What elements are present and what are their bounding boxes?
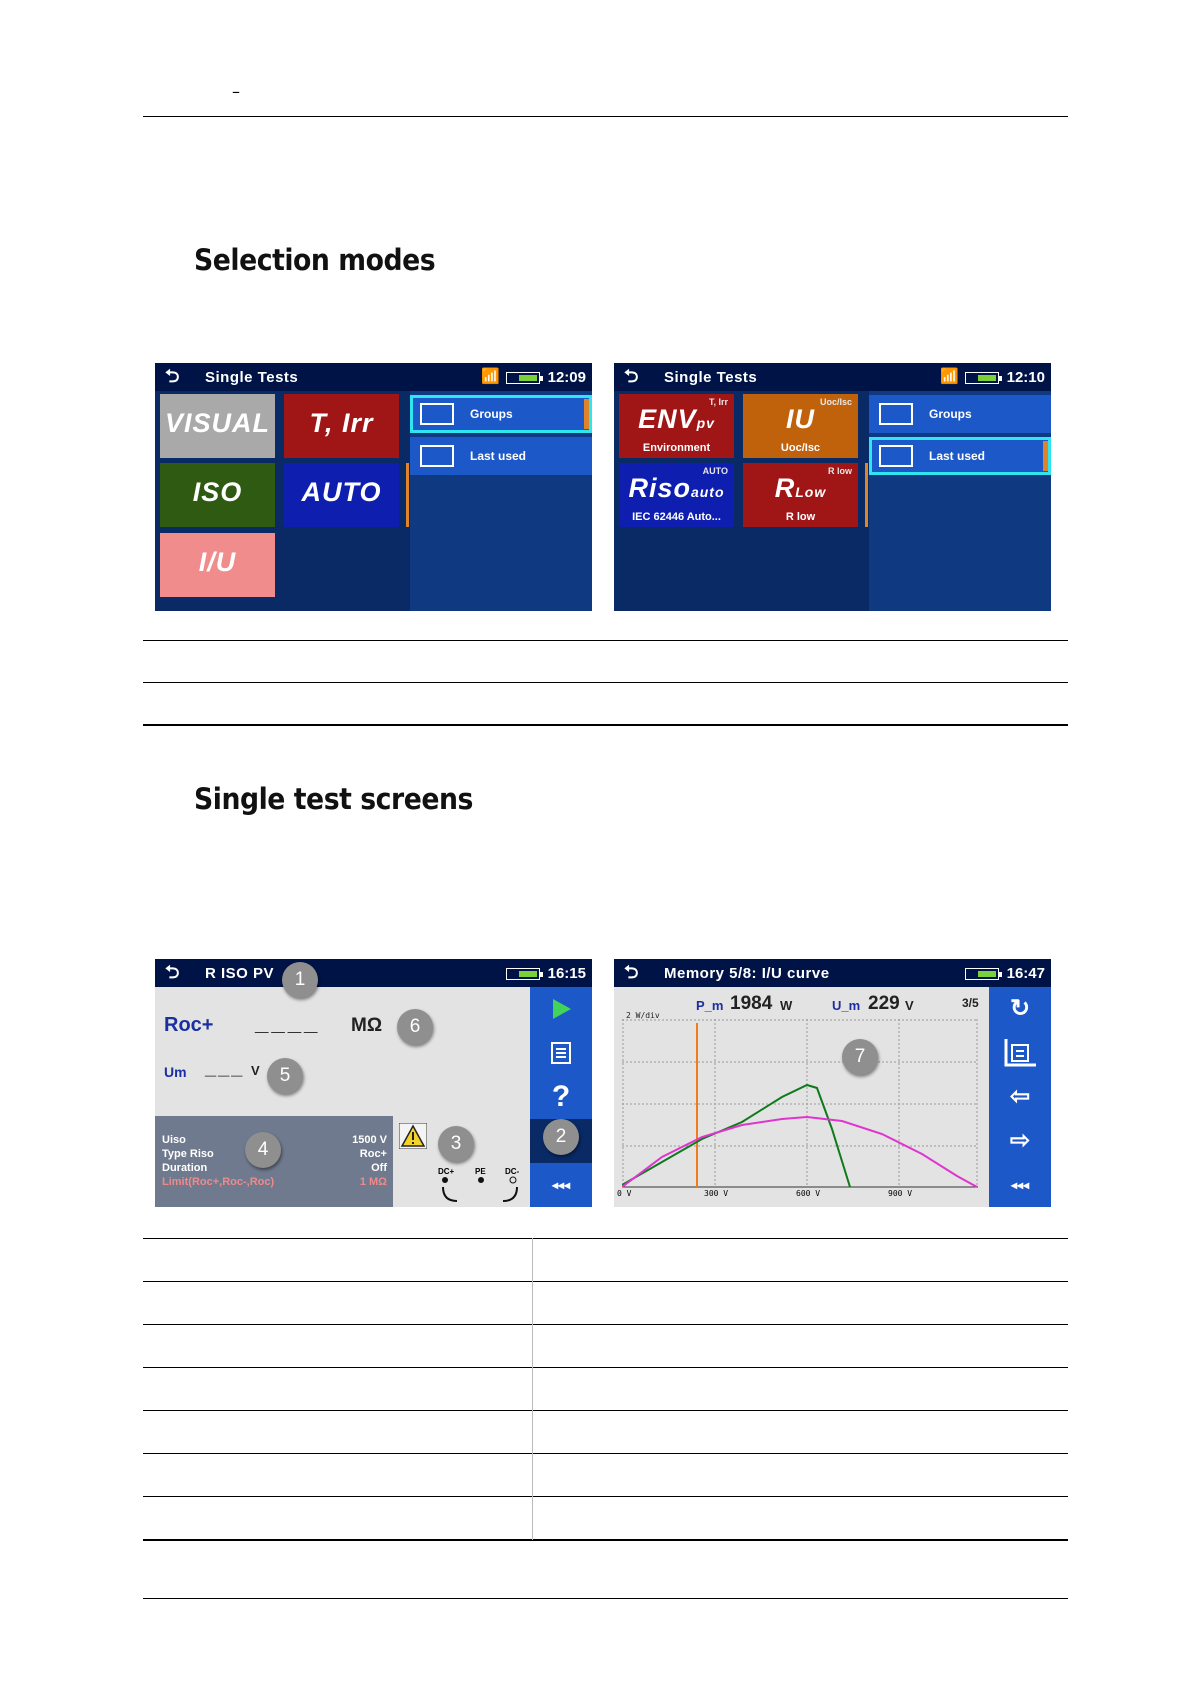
clock: 16:15 bbox=[547, 965, 586, 982]
battery-icon bbox=[506, 372, 540, 384]
last-used-button[interactable]: Last used bbox=[410, 437, 592, 475]
um-value: ___ bbox=[205, 1057, 245, 1079]
um-unit: V bbox=[905, 998, 914, 1013]
refresh-button[interactable] bbox=[989, 987, 1051, 1031]
tile-i-u[interactable]: I/U bbox=[160, 533, 275, 597]
tile-env-pv[interactable]: T, Irr ENVpv Environment bbox=[619, 394, 734, 458]
tile-riso-auto[interactable]: AUTO Risoauto IEC 62446 Auto... bbox=[619, 463, 734, 527]
table-rule bbox=[143, 1281, 1068, 1282]
um-unit: V bbox=[251, 1063, 260, 1078]
more-icon: ◂◂◂ bbox=[1010, 1178, 1030, 1192]
table-rule bbox=[143, 1496, 1068, 1497]
iu-curve-plot bbox=[622, 1019, 982, 1191]
tile-iso[interactable]: ISO bbox=[160, 463, 275, 527]
tile-auto[interactable]: AUTO bbox=[284, 463, 399, 527]
tile-r-low[interactable]: R low RLow R low bbox=[743, 463, 858, 527]
div-label: 2 W/div bbox=[626, 1011, 660, 1020]
wifi-icon: 📶 bbox=[481, 368, 500, 385]
wifi-icon: 📶 bbox=[940, 368, 959, 385]
back-icon[interactable]: ⮌ bbox=[624, 962, 639, 982]
more-icon: ◂◂◂ bbox=[551, 1178, 571, 1192]
refresh-icon: ↻ bbox=[1009, 995, 1031, 1022]
arrow-right-icon: ⇨ bbox=[1009, 1127, 1031, 1154]
previous-button[interactable] bbox=[989, 1075, 1051, 1119]
title-bar bbox=[155, 959, 592, 987]
param-duration-name: Duration bbox=[162, 1162, 208, 1174]
table-rule bbox=[143, 1324, 1068, 1325]
tile-t-irr[interactable]: T, Irr bbox=[284, 394, 399, 458]
clock: 12:09 bbox=[547, 369, 586, 386]
x-tick-600: 600 V bbox=[796, 1189, 821, 1198]
scroll-indicator bbox=[865, 463, 868, 527]
callout-badge-5: 5 bbox=[267, 1058, 303, 1094]
list-icon bbox=[549, 1041, 573, 1065]
result-label: Roc+ bbox=[164, 1014, 214, 1036]
section-heading-single-test-screens: Single test screens bbox=[194, 782, 473, 816]
table-rule bbox=[143, 724, 1068, 726]
param-type-value: Roc+ bbox=[359, 1148, 387, 1160]
screen-title: Memory 5/8: I/U curve bbox=[664, 965, 830, 982]
battery-icon bbox=[965, 372, 999, 384]
back-icon[interactable]: ⮌ bbox=[624, 366, 639, 386]
next-button[interactable] bbox=[989, 1119, 1051, 1163]
result-unit: MΩ bbox=[351, 1015, 383, 1036]
battery-icon bbox=[965, 968, 999, 980]
pm-unit: W bbox=[780, 998, 793, 1013]
groups-icon bbox=[420, 403, 454, 425]
last-used-icon bbox=[879, 445, 913, 467]
back-icon[interactable]: ⮌ bbox=[165, 366, 180, 386]
table-rule bbox=[143, 682, 1068, 683]
title-bar bbox=[614, 959, 1051, 987]
callout-badge-3: 3 bbox=[438, 1126, 474, 1162]
edit-graph-icon bbox=[1002, 1037, 1038, 1069]
screen-single-tests-groups bbox=[155, 363, 592, 611]
header-mark: – bbox=[232, 82, 240, 101]
callout-badge-2: 2 bbox=[543, 1119, 579, 1155]
tile-iu[interactable]: Uoc/Isc IU Uoc/Isc bbox=[743, 394, 858, 458]
warning-icon bbox=[399, 1123, 427, 1149]
table-rule bbox=[143, 1453, 1068, 1454]
start-button[interactable] bbox=[530, 987, 592, 1031]
scroll-indicator bbox=[406, 463, 409, 527]
arrow-left-icon: ⇦ bbox=[1009, 1083, 1031, 1110]
terminal-dc-minus: DC- bbox=[505, 1167, 520, 1176]
um-label: Um bbox=[164, 1064, 187, 1080]
current-curve bbox=[622, 1117, 977, 1187]
tile-visual[interactable]: VISUAL bbox=[160, 394, 275, 458]
table-rule bbox=[143, 1539, 1068, 1541]
groups-icon bbox=[879, 403, 913, 425]
back-icon[interactable]: ⮌ bbox=[165, 962, 180, 982]
last-used-icon bbox=[420, 445, 454, 467]
terminal-dc-plus: DC+ bbox=[438, 1167, 455, 1176]
page-indicator: 3/5 bbox=[962, 996, 979, 1010]
help-button[interactable] bbox=[530, 1075, 592, 1119]
x-tick-0: 0 V bbox=[617, 1189, 632, 1198]
pm-label: P_m bbox=[696, 998, 724, 1013]
footer-rule bbox=[143, 1598, 1068, 1599]
more-button[interactable] bbox=[530, 1163, 592, 1207]
callout-badge-4: 4 bbox=[245, 1132, 281, 1168]
terminal-pe: PE bbox=[475, 1167, 486, 1176]
screen-single-tests-last-used bbox=[614, 363, 1051, 611]
section-heading-selection-modes: Selection modes bbox=[194, 243, 436, 277]
param-duration-value: Off bbox=[371, 1162, 387, 1174]
side-panel bbox=[410, 391, 592, 611]
um-label: U_m bbox=[832, 998, 861, 1013]
play-icon bbox=[549, 997, 573, 1021]
screen-riso-pv bbox=[155, 959, 592, 1207]
power-curve bbox=[622, 1085, 850, 1187]
x-tick-300: 300 V bbox=[704, 1189, 729, 1198]
callout-badge-7: 7 bbox=[842, 1039, 878, 1075]
table-rule bbox=[143, 640, 1068, 641]
pm-value: 1984 bbox=[730, 993, 773, 1014]
param-limit-value: 1 MΩ bbox=[359, 1176, 387, 1188]
param-uiso-value: 1500 V bbox=[352, 1134, 387, 1146]
title-bar bbox=[155, 363, 592, 391]
um-value: 229 bbox=[868, 993, 900, 1014]
param-limit-name: Limit(Roc+,Roc-,Roc) bbox=[162, 1176, 275, 1188]
screen-memory-iu-curve bbox=[614, 959, 1051, 1207]
callout-badge-1: 1 bbox=[282, 962, 318, 998]
clock: 12:10 bbox=[1006, 369, 1045, 386]
x-tick-900: 900 V bbox=[888, 1189, 913, 1198]
more-button[interactable] bbox=[989, 1163, 1051, 1207]
header-rule bbox=[143, 116, 1068, 117]
title-bar bbox=[614, 363, 1051, 391]
table-rule bbox=[143, 1367, 1068, 1368]
param-uiso-name: Uiso bbox=[162, 1134, 186, 1146]
edit-graph-button[interactable] bbox=[989, 1031, 1051, 1075]
result-value: ____ bbox=[255, 1009, 321, 1036]
groups-button[interactable]: Groups bbox=[869, 395, 1051, 433]
table-column-divider bbox=[532, 1238, 533, 1540]
side-panel bbox=[869, 391, 1051, 611]
help-icon: ? bbox=[551, 1080, 571, 1113]
screen-title: Single Tests bbox=[205, 369, 299, 386]
param-type-name: Type Riso bbox=[162, 1148, 214, 1160]
table-rule bbox=[143, 1410, 1068, 1411]
table-rule bbox=[143, 1238, 1068, 1239]
battery-icon bbox=[506, 968, 540, 980]
screen-title: Single Tests bbox=[664, 369, 758, 386]
groups-button[interactable]: Groups bbox=[410, 395, 592, 433]
clock: 16:47 bbox=[1006, 965, 1045, 982]
callout-badge-6: 6 bbox=[397, 1009, 433, 1045]
last-used-button[interactable]: Last used bbox=[869, 437, 1051, 475]
terminal-diagram bbox=[437, 1175, 523, 1205]
parameters-button[interactable] bbox=[530, 1031, 592, 1075]
screen-title: R ISO PV bbox=[205, 965, 275, 982]
